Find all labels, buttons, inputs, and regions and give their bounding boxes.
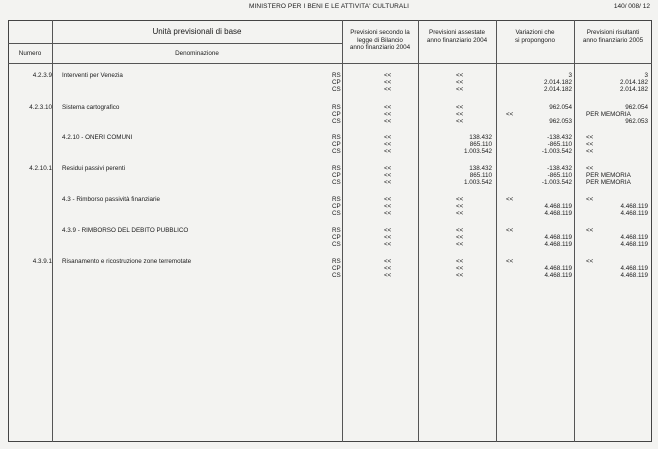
cell-variazioni: 2.014.182 bbox=[543, 79, 572, 86]
col-header-bilancio: Previsioni secondo la legge di Bilancio anno finanziario 2004 bbox=[349, 29, 411, 51]
ministry-title: MINISTERO PER I BENI E LE ATTIVITA' CULTURALI bbox=[249, 3, 409, 10]
col-header-risultanti: Previsioni risultanti anno finanziario 2005 bbox=[582, 29, 644, 44]
cell-variazioni: 4.468.119 bbox=[544, 203, 572, 210]
row-type: RS bbox=[332, 196, 341, 203]
cell-bilancio: << bbox=[384, 196, 392, 203]
cell-variazioni: << bbox=[506, 227, 514, 234]
row-denominazione: Risanamento e ricostruzione zone terremotate bbox=[62, 258, 192, 265]
cell-bilancio: << bbox=[384, 104, 392, 111]
cell-variazioni: -865.110 bbox=[547, 141, 572, 148]
row-type: RS bbox=[332, 104, 341, 111]
cell-assestate: << bbox=[456, 104, 464, 111]
cell-risultanti: << bbox=[586, 141, 594, 148]
row-type: CS bbox=[332, 210, 341, 217]
row-denominazione: Sistema cartografico bbox=[62, 104, 120, 111]
cell-risultanti: PER MEMORIA bbox=[586, 111, 631, 118]
cell-variazioni: -865.110 bbox=[547, 172, 572, 179]
cell-assestate: 1.003.542 bbox=[463, 179, 492, 186]
row-type: CS bbox=[332, 118, 341, 125]
cell-variazioni: 962.054 bbox=[549, 104, 572, 111]
row-type: CP bbox=[332, 265, 341, 272]
divider-group-header bbox=[8, 43, 342, 44]
cell-bilancio: << bbox=[384, 203, 392, 210]
cell-assestate: 865.110 bbox=[469, 141, 492, 148]
cell-risultanti: 4.468.119 bbox=[620, 203, 648, 210]
cell-variazioni: -1.003.542 bbox=[541, 179, 572, 186]
cell-variazioni: 2.014.182 bbox=[543, 86, 572, 93]
cell-bilancio: << bbox=[384, 234, 392, 241]
cell-bilancio: << bbox=[384, 72, 392, 79]
cell-bilancio: << bbox=[384, 79, 392, 86]
cell-assestate: 1.003.542 bbox=[463, 148, 492, 155]
cell-assestate: << bbox=[456, 234, 464, 241]
cell-variazioni: -1.003.542 bbox=[541, 148, 572, 155]
cell-risultanti: << bbox=[586, 165, 594, 172]
cell-variazioni: 4.468.119 bbox=[544, 210, 572, 217]
row-denominazione: 4.3 - Rimborso passività finanziarie bbox=[62, 196, 160, 203]
col-header-assestate: Previsioni assestate anno finanziario 2004 bbox=[426, 29, 488, 44]
cell-bilancio: << bbox=[384, 111, 392, 118]
cell-risultanti: << bbox=[586, 227, 594, 234]
row-numero: 4.3.9.1 bbox=[32, 258, 52, 265]
cell-risultanti: 2.014.182 bbox=[619, 79, 648, 86]
row-type: CS bbox=[332, 272, 341, 279]
cell-risultanti: 4.468.119 bbox=[620, 210, 648, 217]
divider-variazioni bbox=[574, 20, 575, 442]
col-header-variazioni: Variazioni che si propongono bbox=[515, 29, 555, 44]
cell-assestate: << bbox=[456, 111, 464, 118]
row-numero: 4.2.3.10 bbox=[29, 104, 52, 111]
cell-bilancio: << bbox=[384, 241, 392, 248]
divider-bilancio bbox=[418, 20, 419, 442]
cell-bilancio: << bbox=[384, 258, 392, 265]
cell-risultanti: 4.468.119 bbox=[620, 241, 648, 248]
cell-variazioni: -138.432 bbox=[547, 165, 572, 172]
cell-assestate: << bbox=[456, 203, 464, 210]
cell-assestate: << bbox=[456, 210, 464, 217]
page-number: 140/ 008/ 12 bbox=[613, 3, 650, 10]
row-type: CP bbox=[332, 79, 341, 86]
cell-assestate: 138.432 bbox=[469, 134, 492, 141]
col-header-numero: Numero bbox=[18, 50, 42, 57]
cell-assestate: << bbox=[456, 86, 464, 93]
cell-risultanti: << bbox=[586, 258, 594, 265]
row-type: CS bbox=[332, 241, 341, 248]
row-type: CP bbox=[332, 141, 341, 148]
row-numero: 4.2.3.9 bbox=[32, 72, 52, 79]
cell-risultanti: 962.053 bbox=[625, 118, 648, 125]
cell-variazioni: 962.053 bbox=[549, 118, 572, 125]
cell-assestate: << bbox=[456, 72, 464, 79]
cell-bilancio: << bbox=[384, 165, 392, 172]
cell-risultanti: 4.468.119 bbox=[620, 272, 648, 279]
cell-risultanti: << bbox=[586, 196, 594, 203]
row-type: RS bbox=[332, 227, 341, 234]
cell-risultanti: 4.468.119 bbox=[620, 234, 648, 241]
row-type: RS bbox=[332, 165, 341, 172]
cell-risultanti: PER MEMORIA bbox=[586, 172, 631, 179]
cell-variazioni: 4.468.119 bbox=[544, 265, 572, 272]
cell-variazioni: 4.468.119 bbox=[544, 272, 572, 279]
cell-risultanti: << bbox=[586, 148, 594, 155]
cell-risultanti: 2.014.182 bbox=[619, 86, 648, 93]
cell-assestate: << bbox=[456, 265, 464, 272]
row-type: CP bbox=[332, 203, 341, 210]
row-type: RS bbox=[332, 72, 341, 79]
row-denominazione: Interventi per Venezia bbox=[62, 72, 123, 79]
cell-bilancio: << bbox=[384, 86, 392, 93]
cell-risultanti: << bbox=[586, 134, 594, 141]
cell-bilancio: << bbox=[384, 227, 392, 234]
cell-variazioni: 4.468.119 bbox=[544, 234, 572, 241]
cell-variazioni: -138.432 bbox=[547, 134, 572, 141]
row-type: CP bbox=[332, 111, 341, 118]
row-type: CS bbox=[332, 86, 341, 93]
row-type: RS bbox=[332, 134, 341, 141]
cell-assestate: 865.110 bbox=[469, 172, 492, 179]
row-type: CS bbox=[332, 179, 341, 186]
cell-assestate: << bbox=[456, 118, 464, 125]
cell-bilancio: << bbox=[384, 172, 392, 179]
cell-risultanti: 4.468.119 bbox=[620, 265, 648, 272]
row-type: CP bbox=[332, 234, 341, 241]
cell-bilancio: << bbox=[384, 118, 392, 125]
cell-bilancio: << bbox=[384, 265, 392, 272]
col-header-denominazione: Denominazione bbox=[175, 50, 219, 57]
cell-variazioni: 3 bbox=[568, 72, 572, 79]
cell-assestate: << bbox=[456, 196, 464, 203]
row-denominazione: 4.2.10 - ONERI COMUNI bbox=[62, 134, 133, 141]
divider-denominazione bbox=[342, 20, 343, 442]
cell-bilancio: << bbox=[384, 148, 392, 155]
row-denominazione: 4.3.9 - RIMBORSO DEL DEBITO PUBBLICO bbox=[62, 227, 189, 234]
row-type: CP bbox=[332, 172, 341, 179]
row-type: RS bbox=[332, 258, 341, 265]
cell-variazioni: << bbox=[506, 111, 514, 118]
divider-header-bottom bbox=[8, 63, 652, 64]
cell-bilancio: << bbox=[384, 272, 392, 279]
cell-risultanti: 3 bbox=[644, 72, 648, 79]
cell-risultanti: 962.054 bbox=[625, 104, 648, 111]
cell-assestate: << bbox=[456, 227, 464, 234]
row-type: CS bbox=[332, 148, 341, 155]
cell-assestate: 138.432 bbox=[469, 165, 492, 172]
cell-bilancio: << bbox=[384, 179, 392, 186]
group-header: Unità previsionali di base bbox=[152, 27, 242, 36]
cell-assestate: << bbox=[456, 241, 464, 248]
cell-bilancio: << bbox=[384, 134, 392, 141]
cell-assestate: << bbox=[456, 258, 464, 265]
cell-assestate: << bbox=[456, 79, 464, 86]
divider-numero bbox=[52, 20, 53, 442]
cell-variazioni: << bbox=[506, 258, 514, 265]
cell-assestate: << bbox=[456, 272, 464, 279]
cell-variazioni: << bbox=[506, 196, 514, 203]
row-numero: 4.2.10.1 bbox=[29, 165, 52, 172]
row-denominazione: Residui passivi perenti bbox=[62, 165, 125, 172]
cell-variazioni: 4.468.119 bbox=[544, 241, 572, 248]
cell-risultanti: PER MEMORIA bbox=[586, 179, 631, 186]
cell-bilancio: << bbox=[384, 141, 392, 148]
cell-bilancio: << bbox=[384, 210, 392, 217]
